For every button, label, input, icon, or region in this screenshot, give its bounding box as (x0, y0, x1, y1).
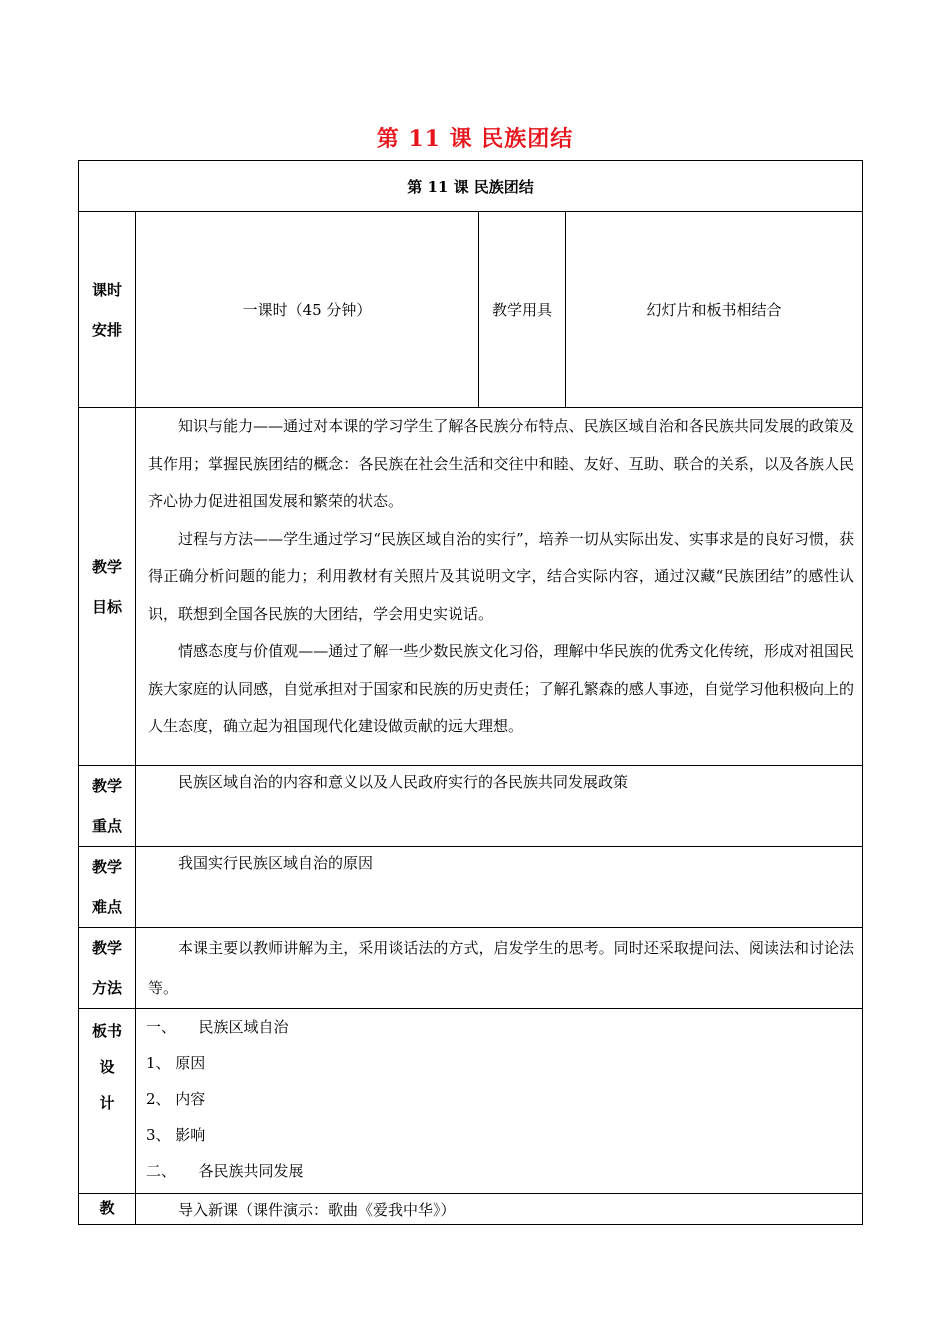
difficulties-content: 我国实行民族区域自治的原因 (136, 847, 863, 928)
board-line: 一、 民族区域自治 (146, 1018, 289, 1036)
header-row (79, 161, 863, 212)
key-points-label: 教学 重点 (79, 766, 136, 847)
methods-label: 教学 方法 (79, 928, 136, 1009)
schedule-row (79, 212, 863, 408)
difficulties-row (79, 847, 863, 928)
key-points-content: 民族区域自治的内容和意义以及人民政府实行的各民族共同发展政策 (136, 766, 863, 847)
board-line: 3、 影响 (146, 1126, 206, 1144)
process-content: 导入新课（课件演示：歌曲《爱我中华》） (136, 1194, 863, 1225)
tools-value: 幻灯片和板书相结合 (566, 212, 863, 408)
page-title: 第 11 课 民族团结 (376, 126, 574, 152)
board-design-row (79, 1009, 863, 1194)
objective-process: 过程与方法——学生通过学习“民族区域自治的实行”，培养一切从实际出发、实事求是的良好习惯，获得正确分析问题的能力；利用教材有关照片及其说明文字，结合实际内容，通过汉藏“民族团结”的感性认识，联想到全国各民族的大团结，学会用史实说话。 (148, 529, 855, 623)
board-design-content (136, 1009, 863, 1194)
process-row (79, 1194, 863, 1225)
table-header: 第 11 课 民族团结 (79, 161, 863, 212)
board-design-label: 板书 设 计 (79, 1009, 136, 1194)
process-label: 教 (79, 1194, 136, 1225)
board-line: 二、 各民族共同发展 (146, 1162, 304, 1180)
methods-content: 本课主要以教师讲解为主，采用谈话法的方式，启发学生的思考。同时还采取提问法、阅读法和讨论法等。 (136, 928, 863, 1009)
objectives-content (136, 408, 863, 766)
objectives-row (79, 408, 863, 766)
tools-label: 教学用具 (479, 212, 566, 408)
schedule-label: 课时 安排 (79, 212, 136, 408)
key-points-row (79, 766, 863, 847)
objectives-label: 教学 目标 (79, 408, 136, 766)
lesson-plan-table (78, 160, 863, 1225)
board-line: 2、 内容 (146, 1090, 206, 1108)
methods-row (79, 928, 863, 1009)
objective-knowledge: 知识与能力——通过对本课的学习学生了解各民族分布特点、民族区域自治和各民族共同发展的政策及其作用；掌握民族团结的概念：各民族在社会生活和交往中和睦、友好、互助、联合的关系，以及各族人民齐心协力促进祖国发展和繁荣的状态。 (148, 417, 855, 510)
difficulties-label: 教学 难点 (79, 847, 136, 928)
objective-emotion: 情感态度与价值观——通过了解一些少数民族文化习俗，理解中华民族的优秀文化传统，形成对祖国民族大家庭的认同感，自觉承担对于国家和民族的历史责任；了解孔繁森的感人事迹，自觉学习他积极向上的人生态度，确立起为祖国现代化建设做贡献的远大理想。 (148, 642, 855, 735)
board-line: 1、 原因 (146, 1054, 206, 1072)
schedule-value: 一课时（45 分钟） (136, 212, 479, 408)
